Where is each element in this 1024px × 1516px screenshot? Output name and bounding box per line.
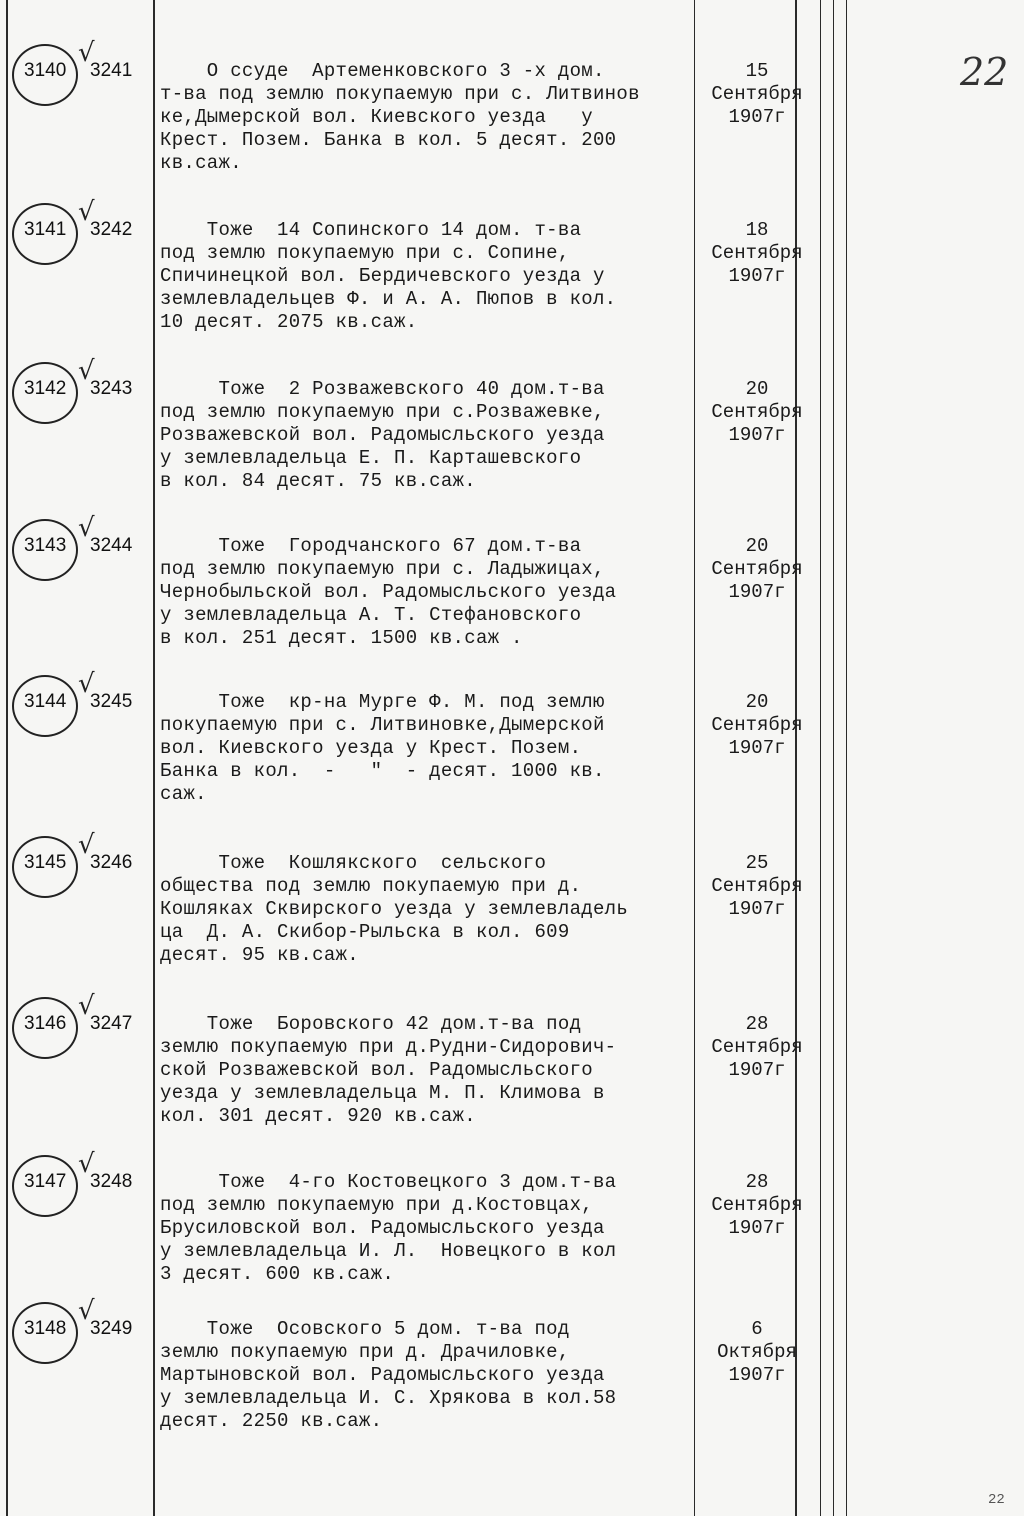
description-line: землю покупаемую при д.Рудни-Сидорович- bbox=[160, 1036, 617, 1058]
date-year: 1907г bbox=[728, 1364, 786, 1386]
checkmark-icon: √ bbox=[78, 1296, 95, 1326]
description-line: уезда у землевладельца М. П. Климова в bbox=[160, 1082, 605, 1104]
register-number: 3248 bbox=[90, 1171, 133, 1192]
entry-description bbox=[160, 60, 705, 175]
checkmark-icon: √ bbox=[78, 830, 95, 860]
date-month: Сентября bbox=[711, 242, 803, 264]
description-line: в кол. 251 десят. 1500 кв.саж . bbox=[160, 627, 523, 649]
description-line: вол. Киевского уезда у Крест. Позем. bbox=[160, 737, 582, 759]
description-line: Спичинецкой вол. Бердичевского уезда у bbox=[160, 265, 605, 287]
circled-number: 3140 bbox=[24, 60, 67, 81]
date-month: Сентября bbox=[711, 401, 803, 423]
circled-number: 3148 bbox=[24, 1318, 67, 1339]
date-month: Сентября bbox=[711, 558, 803, 580]
entry-date bbox=[696, 60, 818, 129]
description-line: Тоже Кошлякского сельского bbox=[160, 852, 547, 874]
entry-description bbox=[160, 1013, 705, 1128]
date-month: Сентября bbox=[711, 1194, 803, 1216]
circled-number: 3144 bbox=[24, 691, 67, 712]
register-number: 3241 bbox=[90, 60, 133, 81]
entry-date bbox=[696, 691, 818, 760]
page-number: 22 bbox=[960, 50, 1009, 94]
description-line: у землевладельца А. Т. Стефановского bbox=[160, 604, 582, 626]
circled-number: 3146 bbox=[24, 1013, 67, 1034]
description-line: десят. 2250 кв.саж. bbox=[160, 1410, 383, 1432]
description-line: общества под землю покупаемую при д. bbox=[160, 875, 582, 897]
description-line: под землю покупаемую при с. Ладыжицах, bbox=[160, 558, 605, 580]
checkmark-icon: √ bbox=[78, 991, 95, 1021]
description-line: Тоже кр-на Мурге Ф. М. под землю bbox=[160, 691, 605, 713]
description-line: 3 десят. 600 кв.саж. bbox=[160, 1263, 395, 1285]
description-line: Брусиловской вол. Радомысльского уезда bbox=[160, 1217, 605, 1239]
checkmark-icon: √ bbox=[78, 38, 95, 68]
description-line: у землевладельца И. Л. Новецкого в кол bbox=[160, 1240, 617, 1262]
register-number: 3247 bbox=[90, 1013, 133, 1034]
date-day: 28 bbox=[745, 1013, 769, 1035]
description-line: покупаемую при с. Литвиновке,Дымерской bbox=[160, 714, 605, 736]
date-day: 20 bbox=[745, 691, 769, 713]
description-line: Тоже Боровского 42 дом.т-ва под bbox=[160, 1013, 582, 1035]
description-line: под землю покупаемую при д.Костовцах, bbox=[160, 1194, 593, 1216]
circled-number: 3141 bbox=[24, 219, 67, 240]
date-year: 1907г bbox=[728, 1217, 786, 1239]
description-line: Мартыновской вол. Радомысльского уезда bbox=[160, 1364, 605, 1386]
description-line: ской Розважевской вол. Радомысльского bbox=[160, 1059, 593, 1081]
description-line: под землю покупаемую при с. Сопине, bbox=[160, 242, 570, 264]
checkmark-icon: √ bbox=[78, 356, 95, 386]
entry-description bbox=[160, 691, 705, 806]
description-line: кол. 301 десят. 920 кв.саж. bbox=[160, 1105, 476, 1127]
description-line: землевладельцев Ф. и А. А. Пюпов в кол. bbox=[160, 288, 617, 310]
description-line: Тоже Осовского 5 дом. т-ва под bbox=[160, 1318, 570, 1340]
entry-date bbox=[696, 852, 818, 921]
date-month: Сентября bbox=[711, 714, 803, 736]
entry-description bbox=[160, 1318, 705, 1433]
right-column-line-2 bbox=[833, 0, 834, 1516]
description-line: под землю покупаемую при с.Розважевке, bbox=[160, 401, 605, 423]
description-line: Крест. Позем. Банка в кол. 5 десят. 200 bbox=[160, 129, 617, 151]
description-line: Тоже 14 Сопинского 14 дом. т-ва bbox=[160, 219, 582, 241]
entry-date bbox=[696, 535, 818, 604]
entry-description bbox=[160, 1171, 705, 1286]
date-day: 28 bbox=[745, 1171, 769, 1193]
circled-number: 3142 bbox=[24, 378, 67, 399]
date-month: Сентября bbox=[711, 83, 803, 105]
description-line: Чернобыльской вол. Радомысльского уезда bbox=[160, 581, 617, 603]
entry-description bbox=[160, 535, 705, 650]
date-month: Сентября bbox=[711, 1036, 803, 1058]
date-month: Сентября bbox=[711, 875, 803, 897]
description-line: кв.саж. bbox=[160, 152, 242, 174]
circled-number: 3147 bbox=[24, 1171, 67, 1192]
register-number: 3245 bbox=[90, 691, 133, 712]
description-line: Тоже 2 Розважевского 40 дом.т-ва bbox=[160, 378, 605, 400]
checkmark-icon: √ bbox=[78, 1149, 95, 1179]
checkmark-icon: √ bbox=[78, 669, 95, 699]
left-margin-line bbox=[6, 0, 8, 1516]
register-number: 3242 bbox=[90, 219, 133, 240]
description-line: Кошляках Сквирского уезда у землевладель bbox=[160, 898, 629, 920]
register-number: 3246 bbox=[90, 852, 133, 873]
right-column-line-3 bbox=[846, 0, 847, 1516]
description-line: Розважевской вол. Радомысльского уезда bbox=[160, 424, 605, 446]
description-line: Банка в кол. - " - десят. 1000 кв. bbox=[160, 760, 605, 782]
circled-number: 3143 bbox=[24, 535, 67, 556]
entry-description bbox=[160, 219, 705, 334]
description-line: ца Д. А. Скибор-Рыльска в кол. 609 bbox=[160, 921, 570, 943]
description-line: т-ва под землю покупаемую при с. Литвинов bbox=[160, 83, 640, 105]
entry-description bbox=[160, 378, 705, 493]
description-line: у землевладельца Е. П. Карташевского bbox=[160, 447, 582, 469]
description-line: землю покупаемую при д. Драчиловке, bbox=[160, 1341, 570, 1363]
date-year: 1907г bbox=[728, 581, 786, 603]
date-year: 1907г bbox=[728, 106, 786, 128]
entry-date bbox=[696, 1013, 818, 1082]
date-day: 18 bbox=[745, 219, 769, 241]
date-day: 6 bbox=[751, 1318, 763, 1340]
date-month: Октября bbox=[717, 1341, 797, 1363]
entry-date bbox=[696, 378, 818, 447]
checkmark-icon: √ bbox=[78, 197, 95, 227]
description-line: у землевладельца И. С. Хрякова в кол.58 bbox=[160, 1387, 617, 1409]
circled-number: 3145 bbox=[24, 852, 67, 873]
date-day: 20 bbox=[745, 378, 769, 400]
register-number: 3243 bbox=[90, 378, 133, 399]
register-number: 3244 bbox=[90, 535, 133, 556]
description-line: Тоже Городчанского 67 дом.т-ва bbox=[160, 535, 582, 557]
entry-date bbox=[696, 219, 818, 288]
description-line: 10 десят. 2075 кв.саж. bbox=[160, 311, 418, 333]
date-year: 1907г bbox=[728, 898, 786, 920]
description-line: О ссуде Артеменковского 3 -х дом. bbox=[160, 60, 605, 82]
register-number: 3249 bbox=[90, 1318, 133, 1339]
date-day: 25 bbox=[745, 852, 769, 874]
number-column-line bbox=[153, 0, 155, 1516]
checkmark-icon: √ bbox=[78, 513, 95, 543]
description-line: в кол. 84 десят. 75 кв.саж. bbox=[160, 470, 476, 492]
date-day: 15 bbox=[745, 60, 769, 82]
date-year: 1907г bbox=[728, 737, 786, 759]
date-year: 1907г bbox=[728, 424, 786, 446]
date-year: 1907г bbox=[728, 265, 786, 287]
right-column-line-1 bbox=[820, 0, 821, 1516]
date-year: 1907г bbox=[728, 1059, 786, 1081]
description-line: саж. bbox=[160, 783, 207, 805]
entry-date bbox=[696, 1318, 818, 1387]
description-line: десят. 95 кв.саж. bbox=[160, 944, 359, 966]
corner-mark: 22 bbox=[988, 1492, 1005, 1508]
date-day: 20 bbox=[745, 535, 769, 557]
description-line: Тоже 4-го Костовецкого 3 дом.т-ва bbox=[160, 1171, 617, 1193]
entry-date bbox=[696, 1171, 818, 1240]
entry-description bbox=[160, 852, 705, 967]
description-line: ке,Дымерской вол. Киевского уезда у bbox=[160, 106, 593, 128]
